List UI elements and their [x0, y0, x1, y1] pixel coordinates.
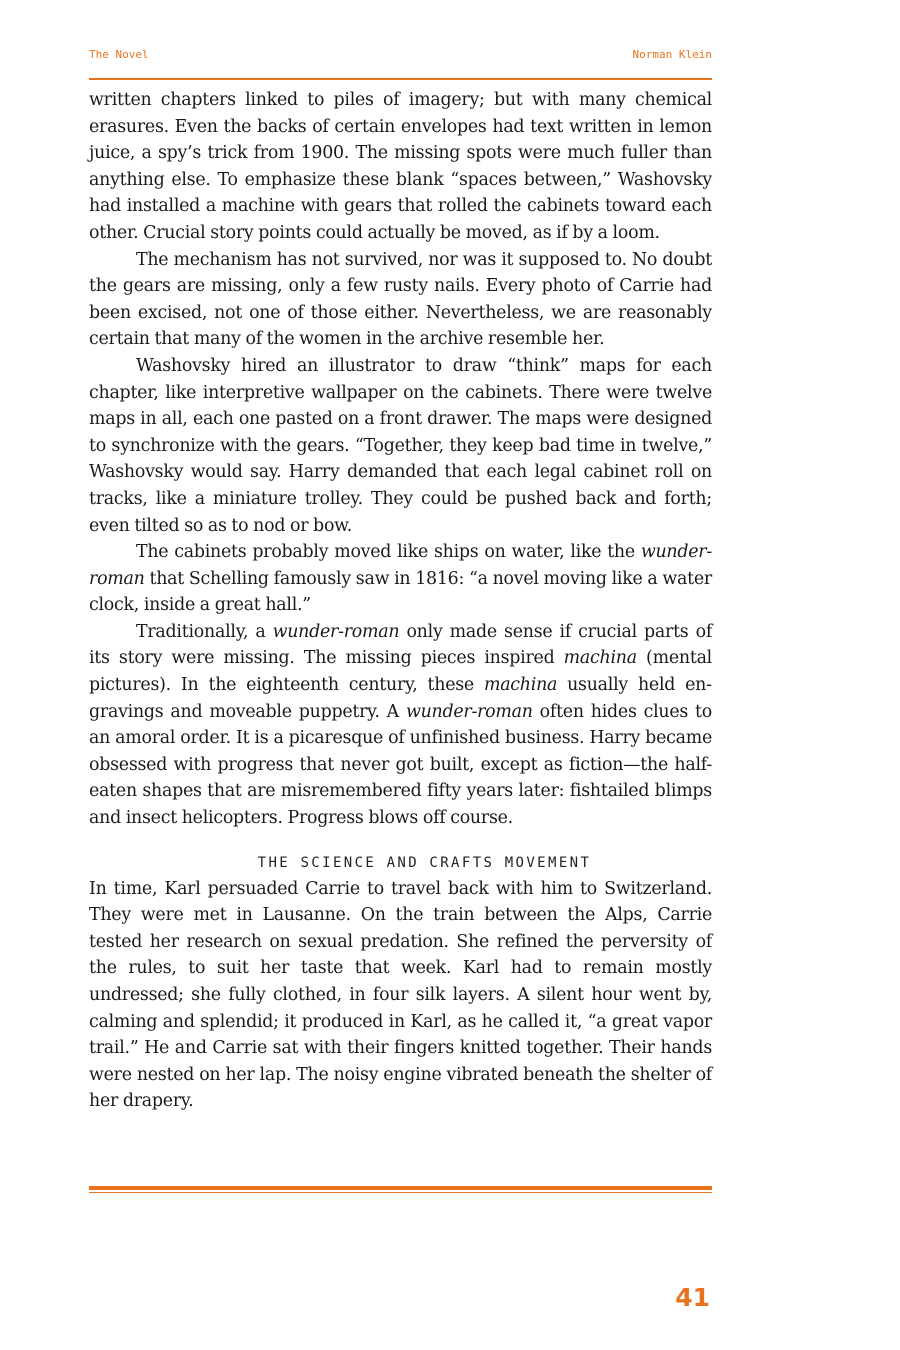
italic-term: machina	[483, 675, 558, 696]
text-run: often hides clues to an amoral order. It is a picaresque of unfinished business. Harry became obsessed with progress that never got built, except as fiction—the half-eaten shapes that are misremembered fifty years later: fishtailed blimps and insect helicopters. Progress blows off course.	[89, 701, 712, 829]
body-paragraphs	[89, 87, 712, 832]
paragraph	[89, 876, 712, 1115]
italic-term: machina	[563, 648, 637, 669]
paragraph	[89, 247, 712, 353]
italic-term: wunder-roman	[405, 701, 533, 722]
paragraph	[89, 353, 712, 539]
page-number: 41	[675, 1283, 710, 1312]
section-heading: THE SCIENCE AND CRAFTS MOVEMENT	[257, 854, 592, 871]
text-run: In time, Karl persuaded Carrie to travel back with him to Switzerland. They were met in Lausanne. On the train between the Alps, Carrie tested her research on sexual predation. She refined the perversity of the rules, to suit her taste that week. Karl had to remain mostly undressed; she fully clothed, in four silk layers. A silent hour went by, calming and splendid; it produced in Karl, as he called it, “a great vapor trail.” He and Carrie sat with their fingers knitted together. Their hands were nested on her lap. The noisy engine vibrated beneath the shelter of her drapery.	[89, 878, 712, 1112]
italic-term: wunder-roman	[272, 621, 400, 642]
running-head-author: Norman Klein	[632, 48, 712, 61]
footer-rule-thick	[89, 1186, 712, 1190]
paragraph	[89, 619, 712, 832]
text-run: usually held engravings and moveable puppetry. A	[89, 675, 713, 722]
text-run: that Schelling famously saw in 1816: “a novel moving like a water clock, inside a great hall.”	[89, 568, 712, 616]
text-run: Traditionally, a	[136, 621, 273, 642]
text-run: (mental pictures). In the eighteenth century, these	[89, 648, 712, 696]
running-header	[89, 48, 712, 62]
text-run: written chapters linked to piles of imagery; but with many chemical erasures. Even the backs of certain envelopes had text written in lemon juice, a spy’s trick from 1900. The missing spots were much fuller than anything else. To emphasize these blank “spaces between,” Washovsky had installed a machine with gears that rolled the cabinets toward each other. Crucial story points could actually be moved, as if by a loom.	[89, 90, 712, 243]
footer-rule-thin	[89, 1192, 712, 1193]
running-head-title: The Novel	[89, 48, 149, 61]
paragraph	[89, 87, 712, 247]
text-run: only made sense if crucial parts of its story were missing. The missing pieces inspired	[89, 621, 712, 669]
text-run: The cabinets probably moved like ships on water, like the	[136, 542, 641, 563]
header-rule	[89, 78, 712, 80]
paragraph	[89, 539, 712, 619]
italic-term: wunder-roman	[89, 542, 712, 589]
section-paragraphs	[89, 876, 712, 1115]
body-text	[89, 87, 712, 1115]
text-run: The mechanism has not survived, nor was it supposed to. No doubt the gears are missing, only a few rusty nails. Every photo of Carrie had been excised, not one of those either. Nevertheless, we are reasonably certain that many of the women in the archive resemble her.	[89, 249, 712, 350]
text-run: Washovsky hired an illustrator to draw “think” maps for each chapter, like interpretive wallpaper on the cabinets. There were twelve maps in all, each one pasted on a front drawer. The maps were designed to synchronize with the gears. “Together, they keep bad time in twelve,” Washovsky would say. Harry demanded that each legal cabinet roll on tracks, like a miniature trolley. They could be pushed back and forth; even tilted so as to nod or bow.	[89, 355, 712, 536]
